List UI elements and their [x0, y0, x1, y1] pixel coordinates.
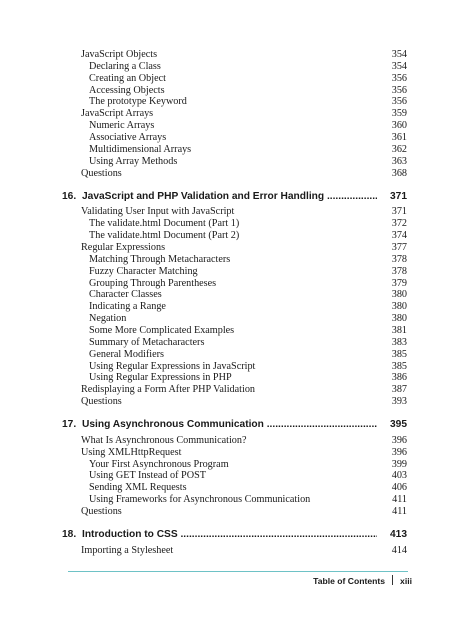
entry-title: Questions — [81, 506, 122, 517]
entry-title: Summary of Metacharacters — [89, 336, 205, 348]
entry-page: 380 — [391, 301, 407, 313]
entry-title: Regular Expressions — [81, 241, 166, 253]
entry-title: Using XMLHttpRequest — [81, 446, 182, 458]
chapter-title: Using Asynchronous Communication ..... — [82, 419, 377, 431]
entry-page: 363 — [391, 155, 407, 167]
entry-title: Questions — [81, 167, 122, 179]
footer-label: Table of Contents — [313, 576, 386, 586]
entry-page: 380 — [391, 289, 407, 301]
entry-page: 379 — [391, 277, 407, 289]
entry-page: 378 — [391, 253, 407, 265]
entry-title: The validate.html Document (Part 1) — [89, 218, 240, 230]
entry-page: 399 — [391, 458, 407, 470]
entry-title: Importing a Stylesheet — [81, 544, 174, 556]
entry-title: Using Regular Expressions in JavaScript — [89, 360, 256, 372]
entry-title: Using Regular Expressions in PHP — [89, 372, 232, 384]
entry-page: 362 — [391, 143, 407, 155]
entry-title: Negation — [89, 313, 127, 325]
entry-page: 385 — [391, 360, 407, 372]
entry-title: Matching Through Metacharacters — [89, 253, 231, 265]
chapter-page: 395 — [390, 418, 407, 430]
chapter-title: JavaScript and PHP Validation and Error Handling ..... — [82, 191, 377, 203]
chapter-page: 371 — [390, 190, 407, 202]
entry-title: The validate.html Document (Part 2) — [89, 230, 240, 241]
entry-title: Your First Asynchronous Program — [89, 458, 229, 470]
entry-page: 360 — [391, 120, 407, 132]
entry-title: Validating User Input with JavaScript — [81, 206, 235, 218]
entry-page: 411 — [392, 494, 407, 506]
entry-page: 414 — [391, 544, 407, 556]
footer-page-number: xiii — [400, 576, 412, 586]
entry-page: 359 — [391, 108, 407, 120]
entry-page: 383 — [391, 336, 407, 348]
entry-page: 385 — [391, 348, 407, 360]
entry-title: Using Array Methods — [89, 155, 178, 167]
entry-title: Fuzzy Character Matching — [89, 265, 198, 277]
entry-title: Sending XML Requests — [89, 482, 187, 494]
entry-page: 368 — [391, 167, 407, 179]
entry-page: 387 — [391, 384, 407, 396]
entry-page: 372 — [391, 218, 407, 230]
entry-page: 374 — [391, 230, 407, 241]
entry-title: Indicating a Range — [89, 301, 166, 313]
entry-title: General Modifiers — [89, 348, 164, 360]
entry-page: 356 — [391, 96, 407, 108]
entry-page: 406 — [391, 482, 407, 494]
entry-title: What Is Asynchronous Communication? — [81, 434, 247, 446]
entry-page: 393 — [391, 396, 407, 408]
chapter-number: 16. — [62, 190, 77, 202]
entry-title: JavaScript Arrays — [81, 108, 154, 120]
entry-title: Some More Complicated Examples — [89, 324, 235, 336]
chapter-number: 18. — [62, 528, 77, 540]
entry-title: Associative Arrays — [89, 132, 167, 143]
entry-title: The prototype Keyword — [89, 96, 187, 108]
footer-divider — [68, 571, 408, 572]
entry-title: Multidimensional Arrays — [89, 143, 192, 155]
entry-title: Creating an Object — [89, 72, 166, 84]
entry-page: 403 — [391, 470, 407, 482]
entry-page: 380 — [391, 313, 407, 325]
chapter-number: 17. — [62, 418, 77, 430]
footer-separator — [392, 575, 393, 585]
entry-title: Questions — [81, 396, 122, 408]
entry-page: 377 — [391, 241, 407, 253]
entry-page: 356 — [391, 84, 407, 96]
entry-title: Redisplaying a Form After PHP Validation — [81, 384, 256, 396]
entry-title: Using Frameworks for Asynchronous Communication — [89, 494, 311, 506]
entry-page: 378 — [391, 265, 407, 277]
entry-page: 361 — [391, 132, 407, 143]
entry-title: Grouping Through Parentheses — [89, 277, 217, 289]
chapter-title: Introduction to CSS ..... — [82, 529, 377, 541]
entry-page: 356 — [391, 72, 407, 84]
page-footer — [313, 575, 412, 587]
entry-title: JavaScript Objects — [81, 49, 158, 60]
entry-title: Character Classes — [89, 289, 162, 301]
entry-page: 411 — [392, 506, 407, 517]
entry-page: 371 — [391, 206, 407, 218]
entry-title: Using GET Instead of POST — [89, 470, 206, 482]
entry-page: 381 — [391, 324, 407, 336]
entry-page: 354 — [391, 60, 407, 72]
chapter-page: 413 — [390, 528, 407, 540]
entry-title: Declaring a Class — [89, 60, 161, 72]
entry-page: 396 — [391, 446, 407, 458]
entry-page: 354 — [391, 49, 407, 60]
entry-title: Numeric Arrays — [89, 120, 155, 132]
entry-title: Accessing Objects — [89, 84, 165, 96]
entry-page: 396 — [391, 434, 407, 446]
entry-page: 386 — [391, 372, 407, 384]
